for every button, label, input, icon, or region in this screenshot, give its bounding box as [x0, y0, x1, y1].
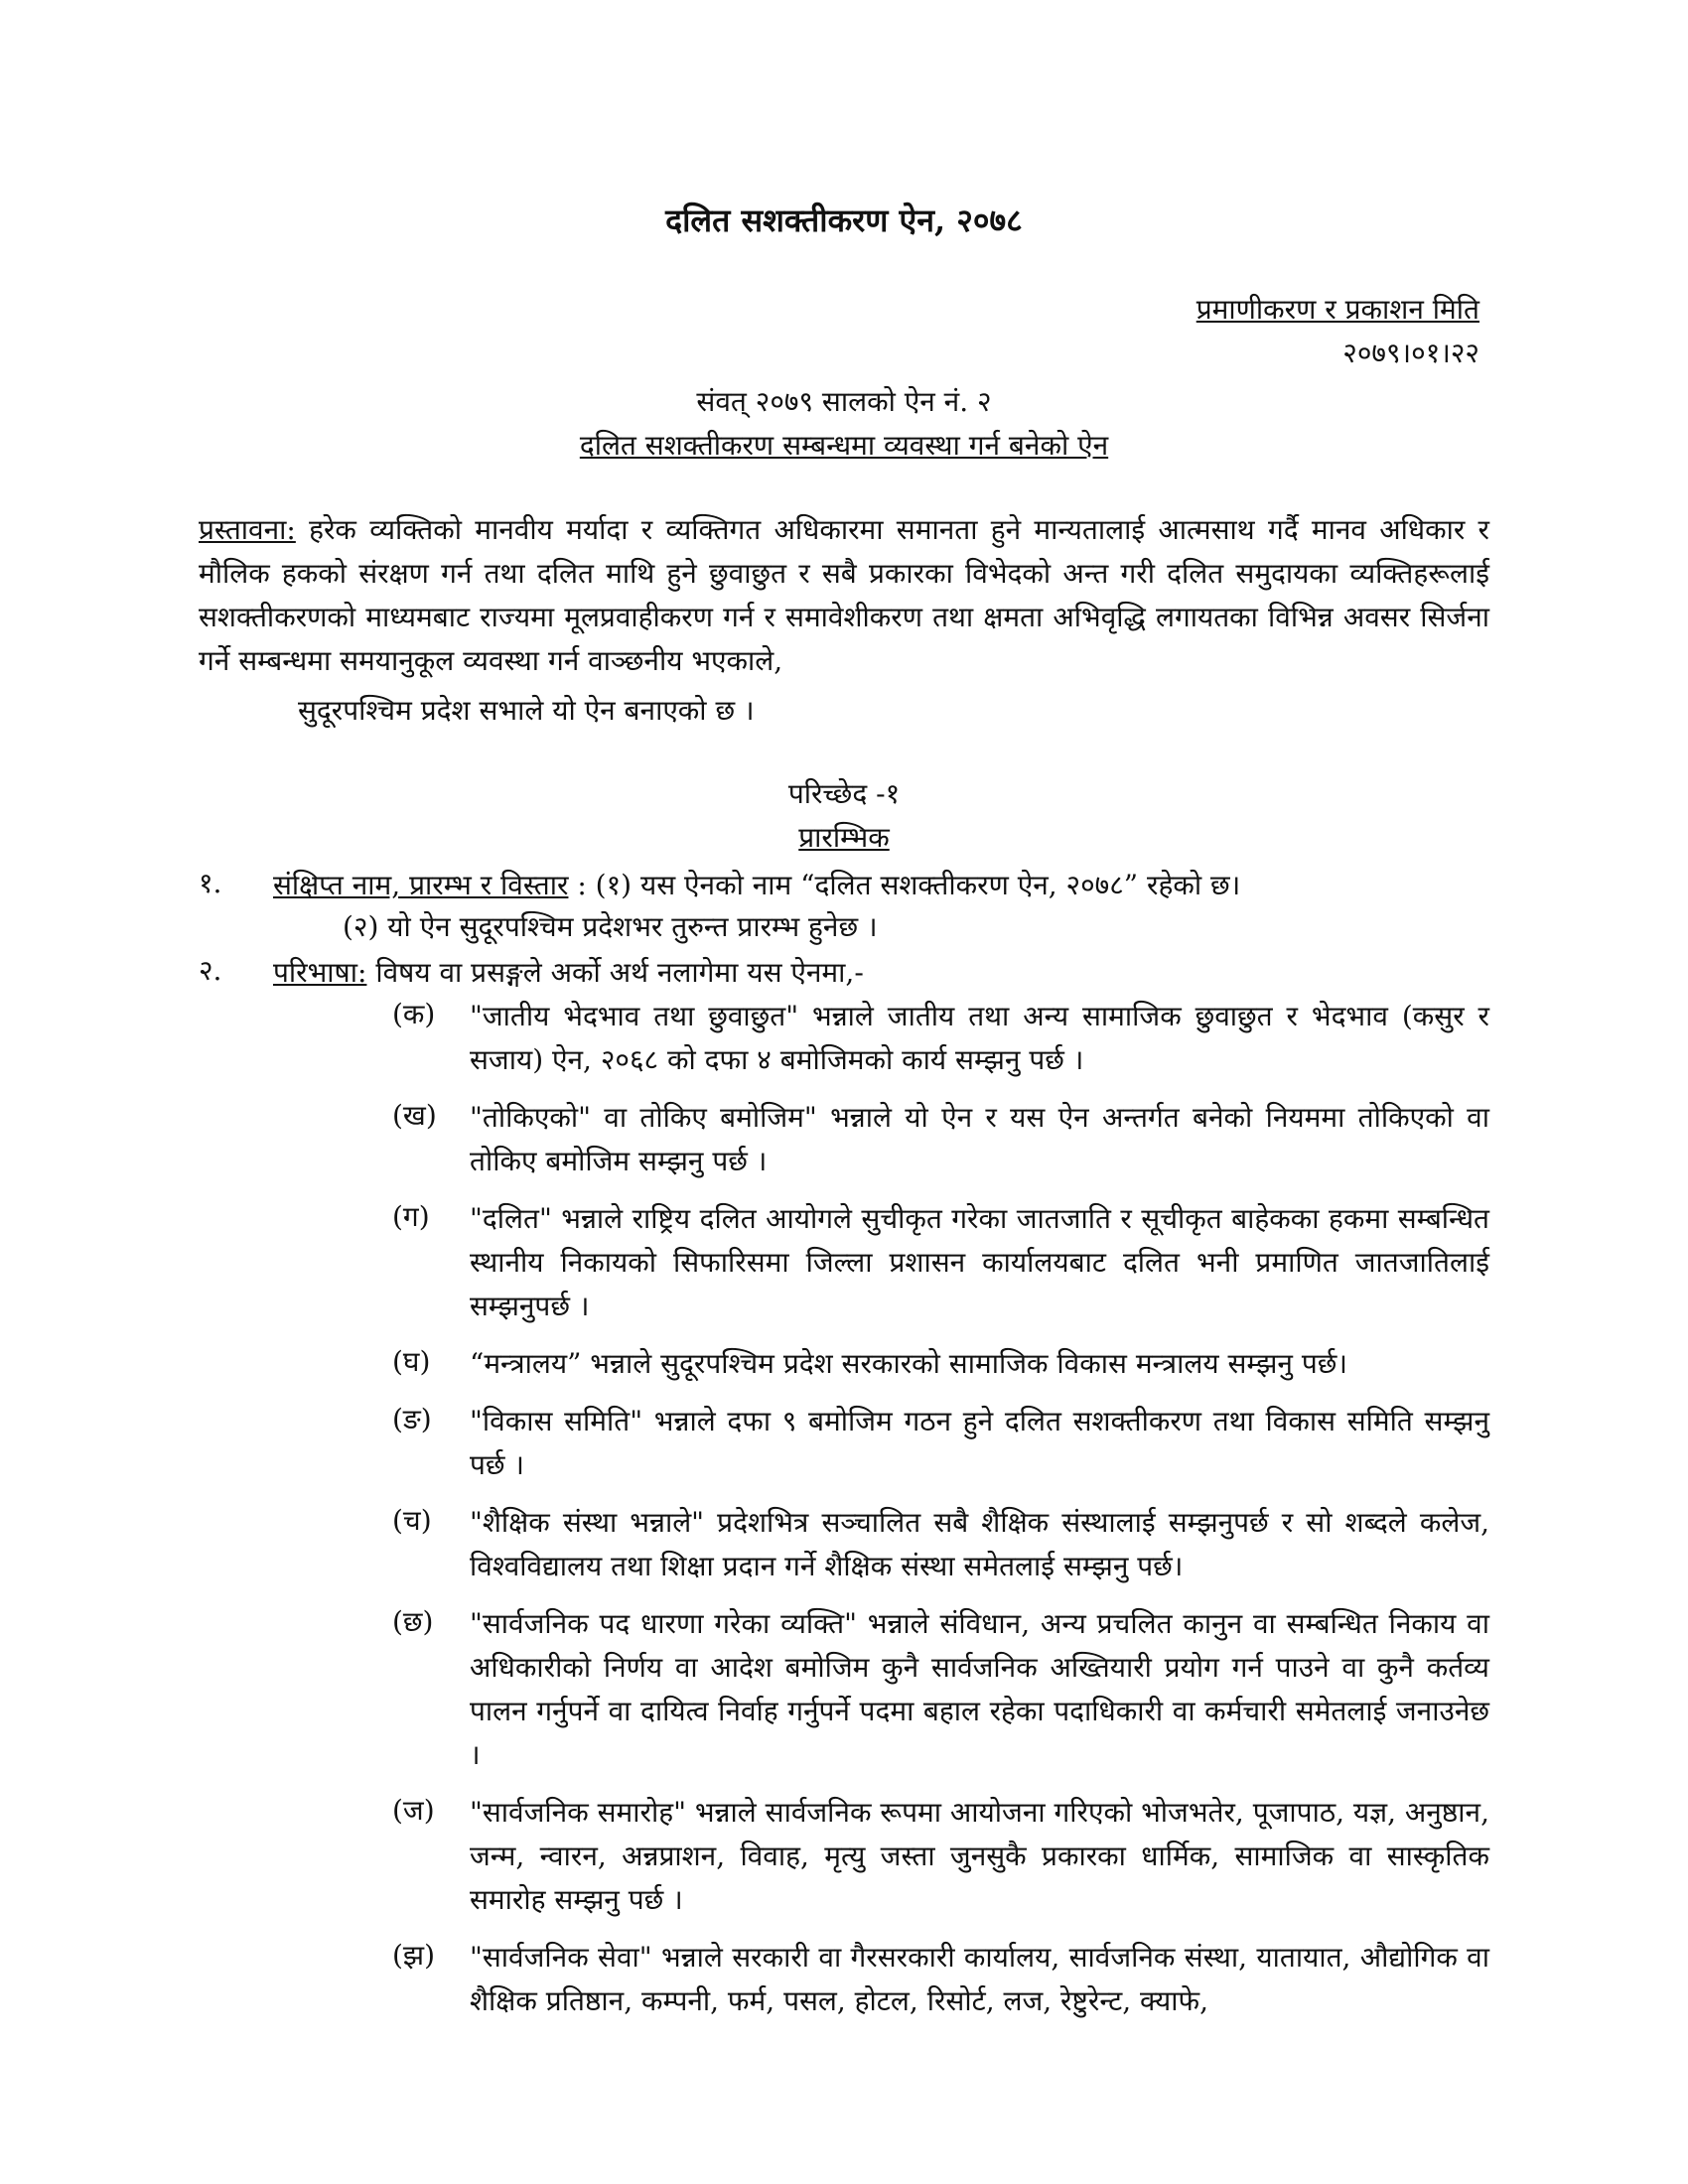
definition-text: "सार्वजनिक समारोह" भन्नाले सार्वजनिक रूपमा आयोजना गरिएको भोजभतेर, पूजापाठ, यज्ञ, अनुष्ठान, जन्म, न्वारन, अन्नप्राशन, विवाह, मृत्यु जस्ता जुनसुकै प्रकारका धार्मिक, सामाजिक वा सास्कृतिक समारोह सम्झनु पर्छ ।: [470, 1796, 1489, 1916]
definition-text: "शैक्षिक संस्था भन्नाले" प्रदेशभित्र सञ्चालित सबै शैक्षिक संस्थालाई सम्झनुपर्छ र सो शब्दले कलेज, विश्वविद्यालय तथा शिक्षा प्रदान गर्ने शैक्षिक संस्था समेतलाई सम्झनु पर्छ।: [470, 1506, 1489, 1582]
section-2-heading: परिभाषा:: [273, 956, 367, 989]
section-1-text: : (१) यस ऐनको नाम “दलित सशक्तीकरण ऐन, २०७८” रहेको छ।: [568, 869, 1241, 901]
act-subtitle-text: दलित सशक्तीकरण सम्बन्धमा व्यवस्था गर्न बनेको ऐन: [579, 429, 1109, 462]
section-1-heading: संक्षिप्त नाम, प्रारम्भ र विस्तार: [273, 869, 569, 901]
section-number: २.: [199, 954, 222, 987]
definition-text: “मन्त्रालय” भन्नाले सुदूरपश्चिम प्रदेश सरकारको सामाजिक विकास मन्त्रालय सम्झनु पर्छ।: [470, 1347, 1347, 1380]
definition-label: (ङ): [392, 1403, 432, 1435]
act-title: दलित सशक्तीकरण ऐन, २०७८: [665, 202, 1023, 239]
section-1: [273, 864, 1489, 907]
certification-block: [1196, 288, 1479, 375]
enactment-clause: सुदूरपश्चिम प्रदेश सभाले यो ऐन बनाएको छ ।: [298, 694, 755, 727]
definition-label: (ख): [392, 1099, 437, 1132]
definition-text: "जातीय भेदभाव तथा छुवाछुत" भन्नाले जातीय तथा अन्य सामाजिक छुवाछुत र भेदभाव (कसुर र सजाय) ऐन, २०६८ को दफा ४ बमोजिमको कार्य सम्झनु पर्छ ।: [470, 1000, 1489, 1076]
section-2-text: विषय वा प्रसङ्गले अर्को अर्थ नलागेमा यस ऐनमा,-: [366, 956, 864, 989]
definition-label: (झ): [392, 1939, 436, 1972]
preamble-label: प्रस्तावना:: [199, 513, 296, 546]
definition-label: (ज): [392, 1794, 435, 1827]
definition-text: "सार्वजनिक सेवा" भन्नाले सरकारी वा गैरसरकारी कार्यालय, सार्वजनिक संस्था, यातायात, औद्योगिक वा शैक्षिक प्रतिष्ठान, कम्पनी, फर्म, पसल, होटल, रिसोर्ट, लज, रेष्टुरेन्ट, क्याफे,: [470, 1941, 1489, 2017]
preamble-text: हरेक व्यक्तिको मानवीय मर्यादा र व्यक्तिगत अधिकारमा समानता हुने मान्यतालाई आत्मसाथ गर्दै मानव अधिकार र मौलिक हकको संरक्षण गर्न तथा दलित माथि हुने छुवाछुत र सबै प्रकारका विभेदको अन्त गरी दलित समुदायका व्यक्तिहरूलाई सशक्तीकरणको माध्यमबाट राज्यमा मूलप्रवाहीकरण गर्न र समावेशीकरण तथा क्षमता अभिवृद्धि लगायतका विभिन्न अवसर सिर्जना गर्ने सम्बन्धमा समयानुकूल व्यवस्था गर्न वाञ्छनीय भएकाले,: [199, 513, 1489, 677]
definition-text: "दलित" भन्नाले राष्ट्रिय दलित आयोगले सुचीकृत गरेका जातजाति र सूचीकृत बाहेकका हकमा सम्बन्धित स्थानीय निकायको सिफारिसमा जिल्ला प्रशासन कार्यालयबाट दलित भनी प्रमाणित जातजातिलाई सम्झनुपर्छ ।: [470, 1202, 1489, 1322]
section-1-sub-2: (२) यो ऐन सुदूरपश्चिम प्रदेशभर तुरुन्त प्रारम्भ हुनेछ ।: [343, 910, 878, 943]
definition-label: (च): [392, 1504, 432, 1537]
definition-text: "तोकिएको" वा तोकिए बमोजिम" भन्नाले यो ऐन र यस ऐन अन्तर्गत बनेको नियममा तोकिएको वा तोकिए बमोजिम सम्झनु पर्छ ।: [470, 1101, 1489, 1177]
definition-label: (छ): [392, 1605, 434, 1638]
definition-label: (क): [392, 998, 436, 1030]
act-subtitle: [0, 426, 1688, 464]
chapter-title: [0, 818, 1688, 856]
preamble: [199, 508, 1489, 683]
act-number: संवत् २०७९ सालको ऐन नं. २: [696, 385, 992, 418]
definition-label: (घ): [392, 1345, 431, 1378]
chapter-label: परिच्छेद -१: [787, 777, 901, 810]
certification-date: २०७९।०१।२२: [1342, 337, 1479, 369]
certification-label: प्रमाणीकरण र प्रकाशन मिति: [1196, 293, 1479, 326]
chapter-title-text: प्रारम्भिक: [798, 821, 890, 854]
section-2: [273, 951, 1489, 995]
definition-text: "विकास समिति" भन्नाले दफा ९ बमोजिम गठन हुने दलित सशक्तीकरण तथा विकास समिति सम्झनु पर्छ ।: [470, 1405, 1489, 1481]
section-number: १.: [199, 867, 222, 899]
definition-label: (ग): [392, 1200, 430, 1233]
definition-text: "सार्वजनिक पद धारणा गरेका व्यक्ति" भन्नाले संविधान, अन्य प्रचलित कानुन वा सम्बन्धित निकाय वा अधिकारीको निर्णय वा आदेश बमोजिम कुनै सार्वजनिक अख्तियारी प्रयोग गर्न पाउने वा कुनै कर्तव्य पालन गर्नुपर्ने वा दायित्व निर्वाह गर्नुपर्ने पदमा बहाल रहेका पदाधिकारी वा कर्मचारी समेतलाई जनाउनेछ ।: [470, 1607, 1489, 1771]
